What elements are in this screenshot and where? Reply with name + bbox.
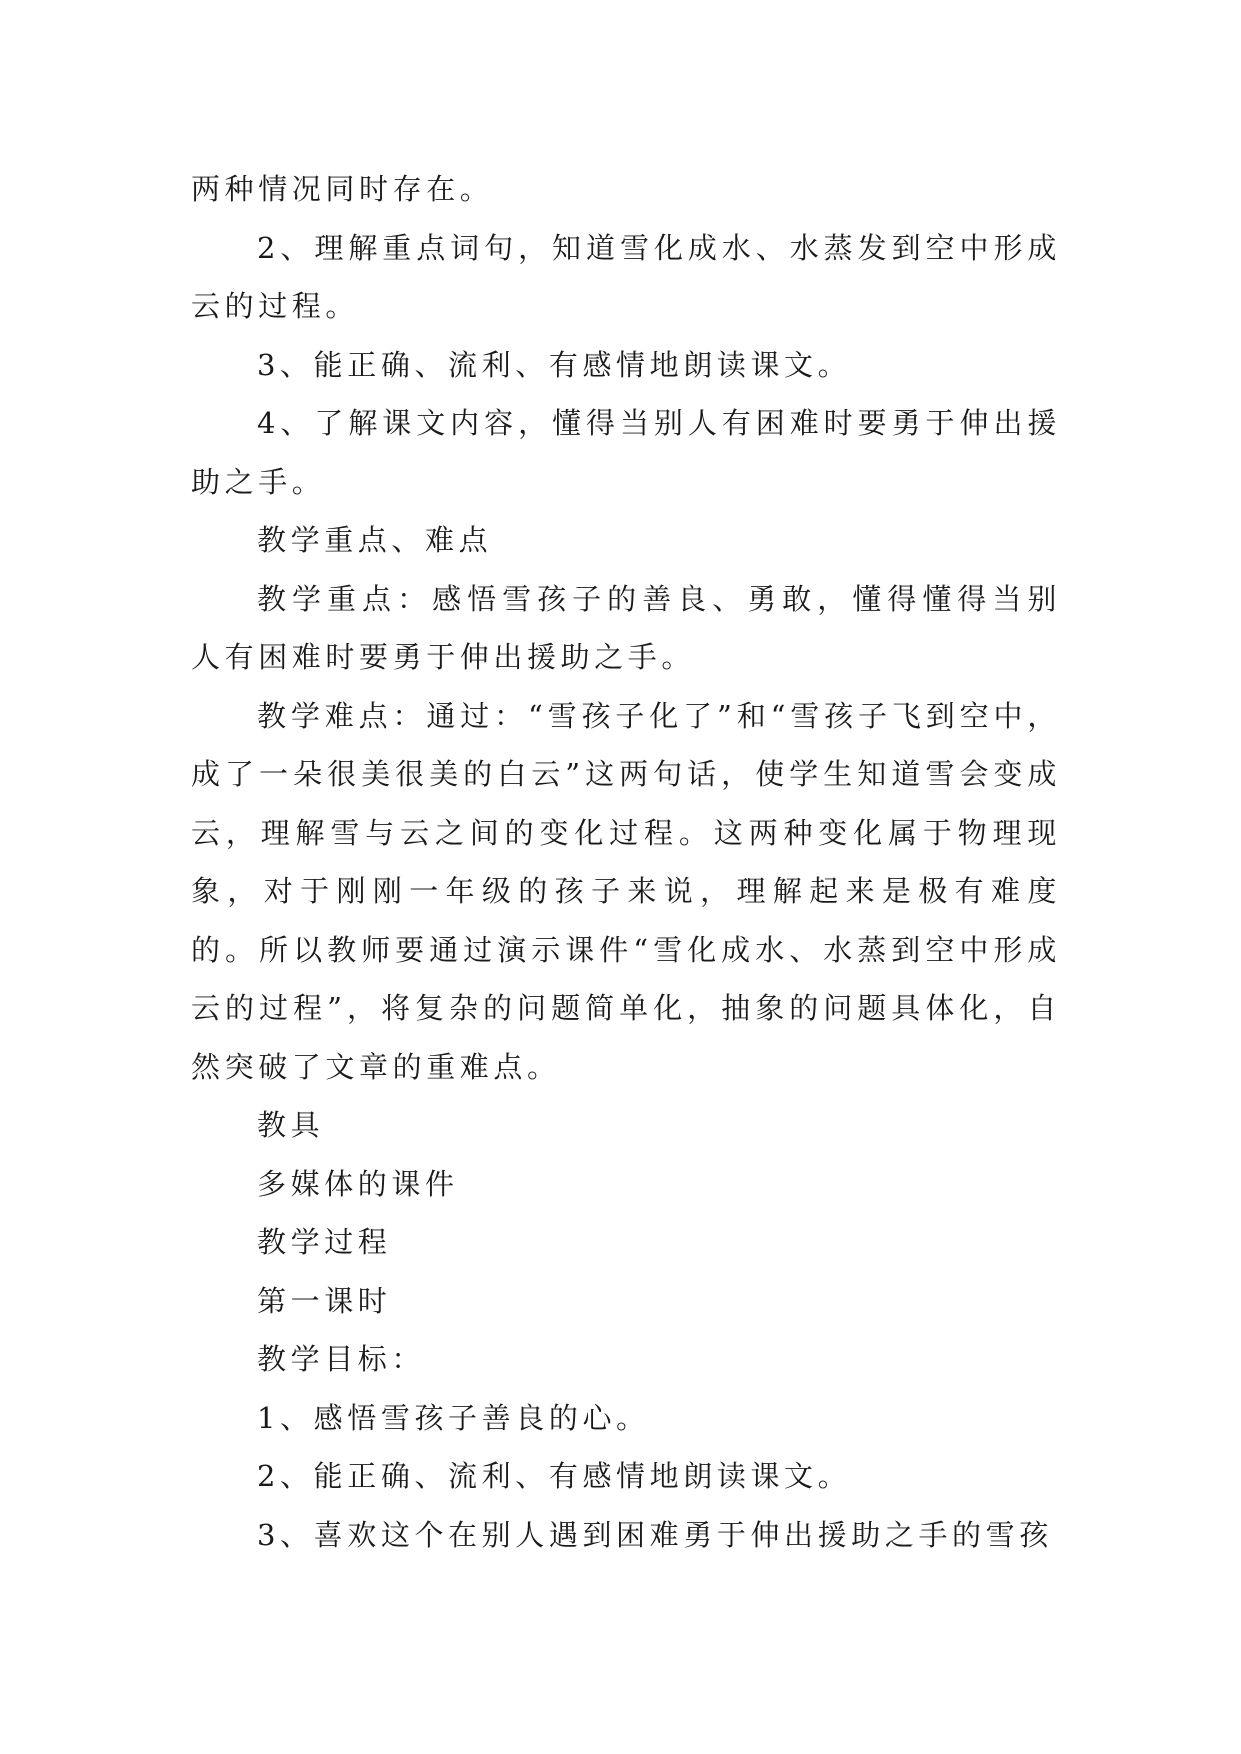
list-item: 3、喜欢这个在别人遇到困难勇于伸出援助之手的雪孩 xyxy=(257,1517,1053,1552)
list-item: 2、能正确、流利、有感情地朗读课文。 xyxy=(257,1459,852,1493)
section-heading: 教学目标： xyxy=(257,1342,426,1376)
list-item: 1、感悟雪孩子善良的心。 xyxy=(257,1400,650,1435)
document-body xyxy=(191,160,1061,1564)
section-heading: 教学重点、难点 xyxy=(257,523,493,557)
paragraph: 3、能正确、流利、有感情地朗读课文。 xyxy=(257,347,852,382)
section-heading: 教具 xyxy=(257,1108,325,1142)
paragraph: 教学难点：通过：“雪孩子化了”和“雪孩子飞到空中，成了一朵很美很美的白云”这两句话，使学生知道雪会变成云，理解雪与云之间的变化过程。这两种变化属于物理现象，对于刚刚一年级的孩子来说，理解起来是极有难度的。所以教师要通过演示课件“雪化成水、水蒸到空中形成云的过程”，将复杂的问题简单化，抽象的问题具体化，自然突破了文章的重难点。 xyxy=(191,698,1061,1084)
paragraph: 4、了解课文内容，懂得当别人有困难时要勇于伸出援助之手。 xyxy=(191,406,1061,499)
section-heading: 第一课时 xyxy=(257,1283,392,1318)
paragraph: 两种情况同时存在。 xyxy=(191,172,494,206)
paragraph: 2、理解重点词句，知道雪化成水、水蒸发到空中形成云的过程。 xyxy=(191,230,1061,323)
paragraph: 多媒体的课件 xyxy=(257,1166,459,1201)
section-heading: 教学过程 xyxy=(257,1225,392,1259)
paragraph: 教学重点：感悟雪孩子的善良、勇敢，懂得懂得当别人有困难时要勇于伸出援助之手。 xyxy=(191,581,1061,674)
